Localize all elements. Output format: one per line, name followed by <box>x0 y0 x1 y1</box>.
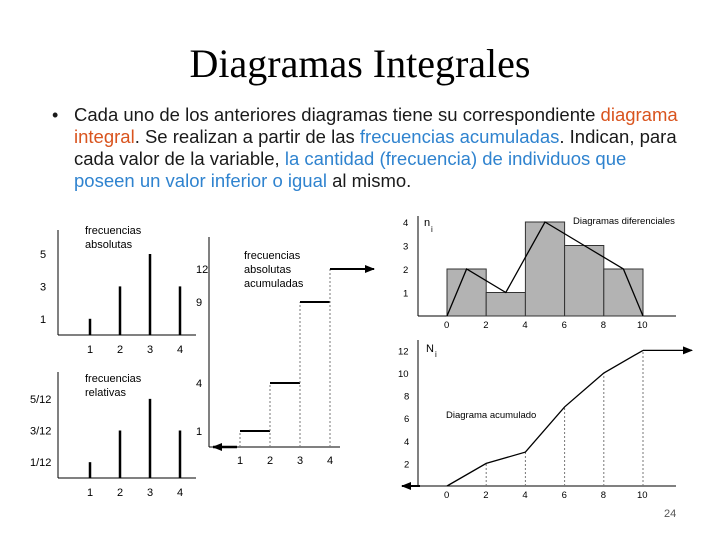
y-tick-label: 2 <box>404 459 410 471</box>
y-axis-label: N <box>426 343 434 355</box>
x-tick-label: 3 <box>147 487 154 499</box>
histogram-bar <box>447 269 486 316</box>
x-tick-label: 6 <box>561 320 567 331</box>
x-tick-label: 4 <box>177 344 184 356</box>
x-tick-label: 2 <box>117 344 124 356</box>
x-tick-label: 2 <box>483 320 489 331</box>
y-axis-label: n <box>424 217 431 229</box>
chart-title: Diagrama acumulado <box>446 410 537 421</box>
histogram-bar <box>525 222 564 316</box>
y-tick-label: 12 <box>196 264 209 276</box>
term-cantidad-frecuencia: la cantidad (frecuencia) de individuos que poseen un valor inferior o igual <box>74 148 627 191</box>
histogram-bar <box>565 246 604 317</box>
chart-title-line: acumuladas <box>244 278 304 290</box>
x-tick-label: 4 <box>327 455 334 467</box>
chart-frecuencias-relativas <box>30 372 196 499</box>
chart-title-line: absolutas <box>244 264 292 276</box>
chart-title: Diagramas diferenciales <box>573 216 675 227</box>
x-tick-label: 10 <box>637 490 648 501</box>
y-tick-label: 12 <box>398 346 409 358</box>
y-tick-label: 5/12 <box>30 393 52 406</box>
y-tick-label: 9 <box>196 297 203 309</box>
x-tick-label: 2 <box>117 487 124 499</box>
histogram-bar <box>604 269 643 316</box>
bullet-marker: • <box>52 105 59 125</box>
bullet-text-7: al mismo. <box>327 170 412 191</box>
x-tick-label: 4 <box>522 320 528 331</box>
y-tick-label: 4 <box>403 218 409 229</box>
y-tick-label: 3/12 <box>30 425 52 438</box>
chart-title-line: frecuencias <box>85 225 142 237</box>
x-tick-label: 4 <box>177 487 184 499</box>
chart-frecuencias-absolutas <box>40 225 196 356</box>
y-tick-label: 1/12 <box>30 457 52 470</box>
chart-diagramas-diferenciales <box>403 216 676 331</box>
slide-title: Diagramas Integrales <box>189 41 531 86</box>
x-tick-label: 0 <box>444 490 450 501</box>
y-tick-label: 3 <box>40 281 47 294</box>
chart-title-line: absolutas <box>85 239 133 251</box>
term-frecuencias-acumuladas: frecuencias acumuladas <box>359 126 560 147</box>
y-tick-label: 5 <box>40 249 47 261</box>
y-tick-label: 1 <box>196 426 203 438</box>
chart-title-line: frecuencias <box>85 373 142 385</box>
histogram-bar <box>486 293 525 317</box>
y-tick-label: 1 <box>40 313 47 326</box>
bullet-text-5: . Indican, para cada valor de la variable, <box>74 126 677 169</box>
x-tick-label: 3 <box>147 344 154 356</box>
x-tick-label: 4 <box>522 490 528 501</box>
y-tick-label: 1 <box>403 288 409 300</box>
x-tick-label: 0 <box>444 320 450 331</box>
y-tick-label: 8 <box>404 391 410 403</box>
y-tick-label: 2 <box>403 265 409 276</box>
chart-title-line: frecuencias <box>244 250 301 262</box>
y-tick-label: 6 <box>404 414 410 426</box>
y-tick-label: 10 <box>398 369 409 380</box>
y-tick-label: 4 <box>196 378 203 390</box>
chart-frecuencias-acumuladas <box>196 237 374 467</box>
x-tick-label: 2 <box>267 455 274 467</box>
chart-title-line: relativas <box>85 387 126 399</box>
y-tick-label: 4 <box>404 436 410 448</box>
y-axis-label-subscript: i <box>435 350 437 359</box>
x-tick-label: 2 <box>483 490 489 501</box>
x-tick-label: 8 <box>600 320 607 331</box>
x-tick-label: 10 <box>637 320 648 331</box>
x-tick-label: 6 <box>561 490 567 501</box>
page-number: 24 <box>664 508 677 520</box>
x-tick-label: 1 <box>87 487 94 499</box>
x-tick-label: 1 <box>87 344 94 356</box>
x-tick-label: 1 <box>237 455 244 467</box>
chart-diagrama-acumulado <box>398 340 692 501</box>
term-diagrama-integral: diagrama integral <box>74 104 678 147</box>
y-axis-label-subscript: i <box>431 225 433 234</box>
bullet-text-1: Cada uno de los anteriores diagramas tiene su correspondiente <box>74 104 596 125</box>
y-tick-label: 3 <box>403 241 409 253</box>
x-tick-label: 3 <box>297 455 304 467</box>
bullet-text-3: . Se realizan a partir de las <box>134 126 360 147</box>
x-tick-label: 8 <box>600 490 607 501</box>
